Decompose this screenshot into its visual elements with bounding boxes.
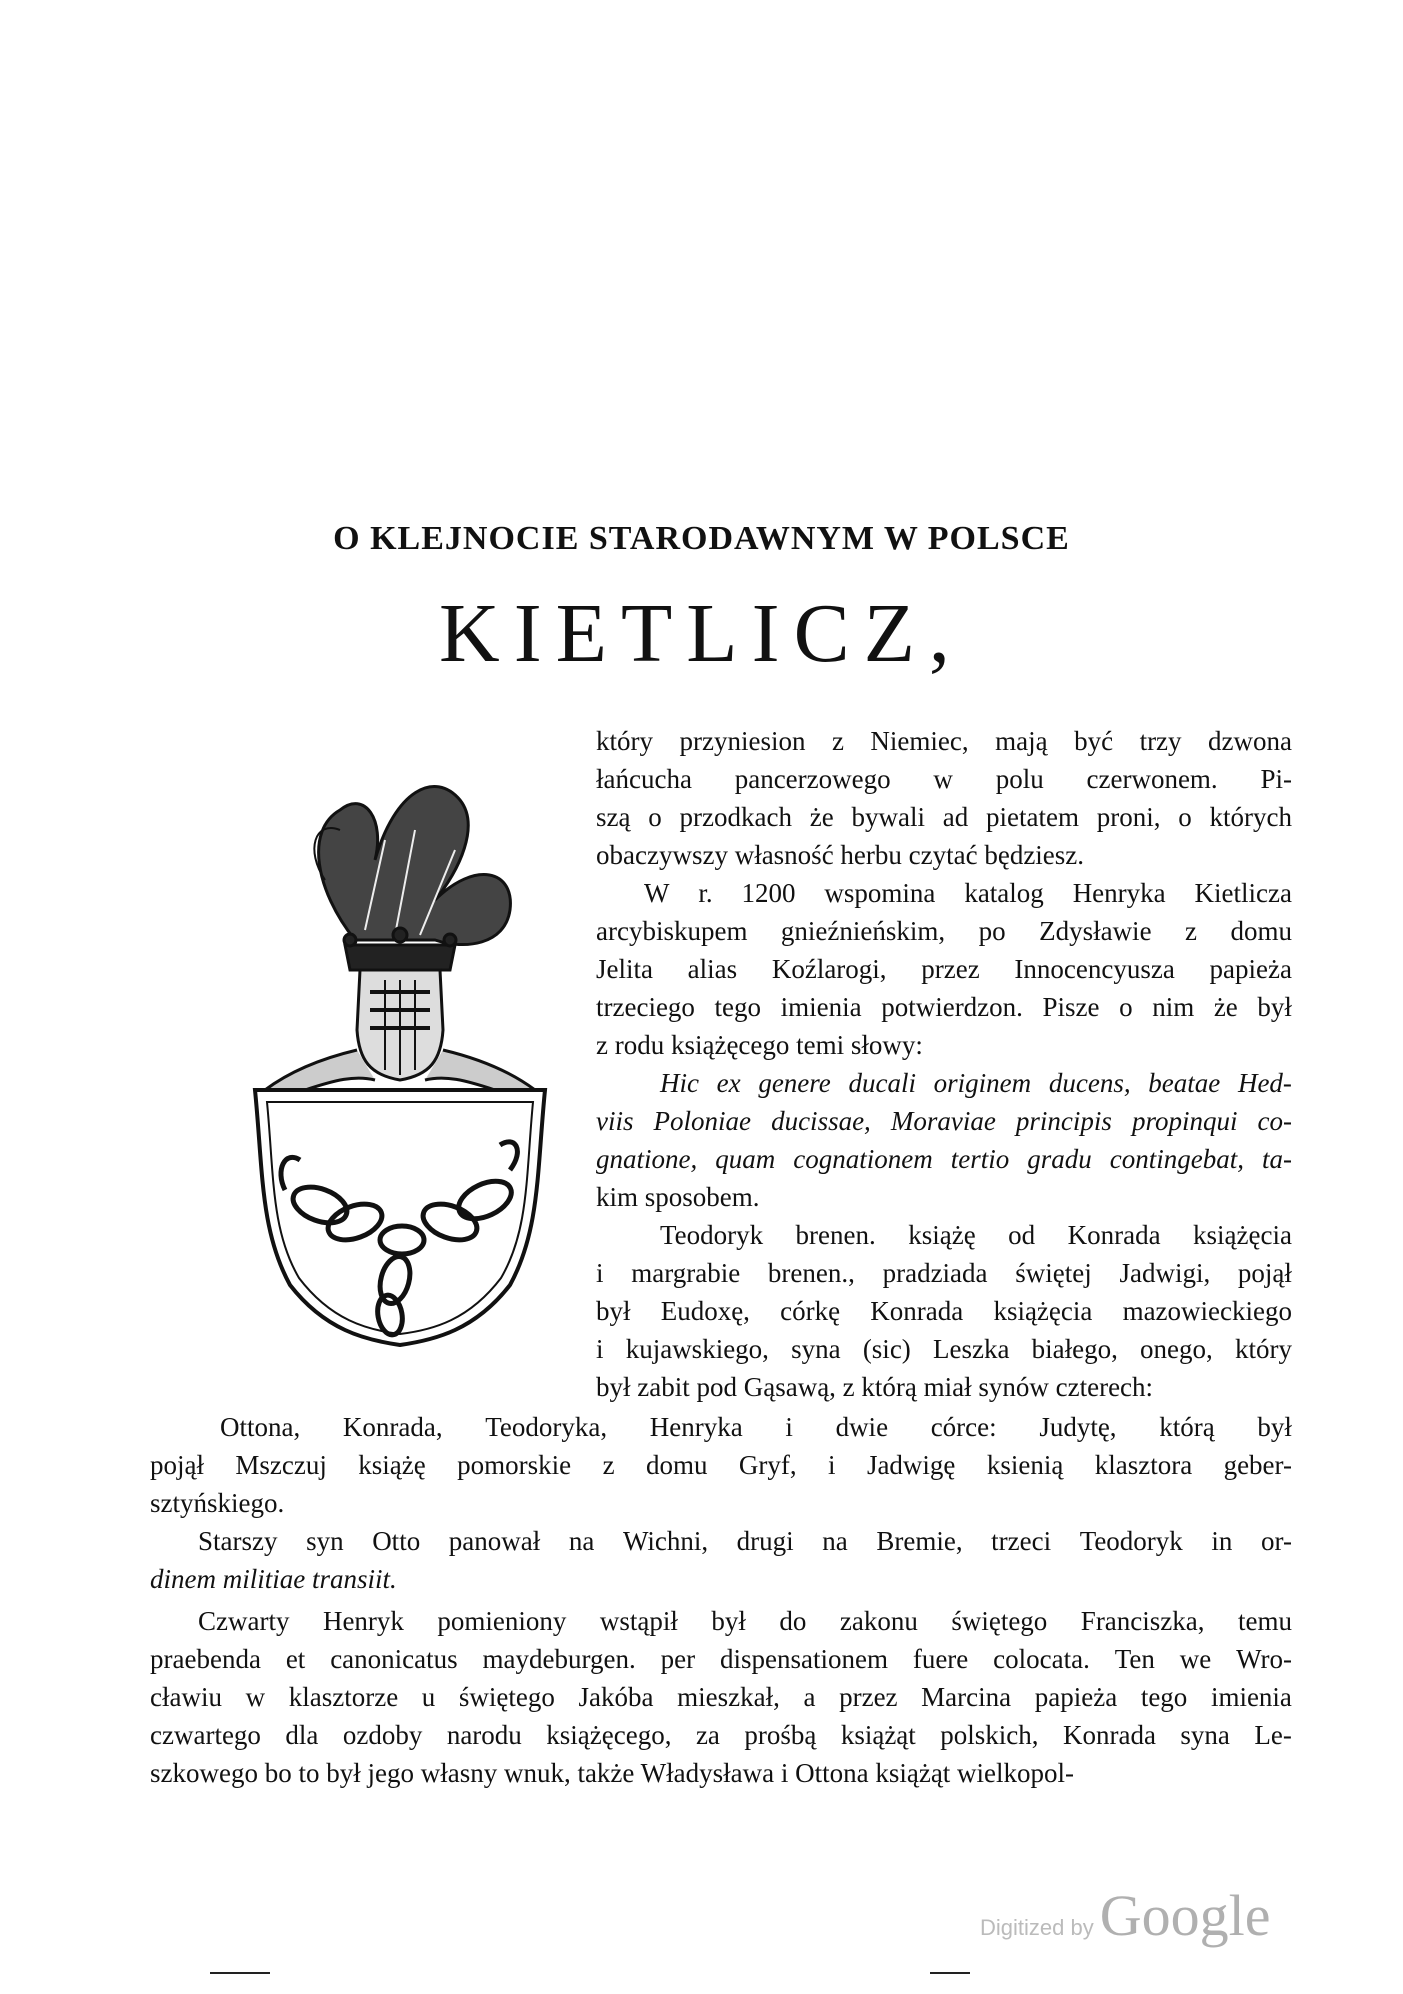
text-line: Starszy syn Otto panował na Wichni, drugi na Bremie, trzeci Teodoryk in or- (198, 1526, 1292, 1556)
text-line: Jelita alias Koźlarogi, przez Innocencyusza papieża (596, 954, 1292, 984)
page-title: KIETLICZ, (439, 587, 964, 680)
text-line: pojął Mszczuj książę pomorskie z domu Gryf, i Jadwigę ksienią klasztora geber- (150, 1450, 1292, 1480)
text-line: arcybiskupem gnieźnieńskim, po Zdysławie z domu (596, 916, 1292, 946)
watermark-brand: Google (1099, 1883, 1271, 1948)
text-line: trzeciego tego imienia potwierdzon. Pisze o nim że był (596, 992, 1292, 1022)
digitized-watermark (980, 1882, 1270, 1949)
text-line: dinem militiae transiit. (150, 1564, 397, 1594)
text-line: i kujawskiego, syna (sic) Leszka białego, onego, który (596, 1334, 1292, 1364)
text-line: kim sposobem. (596, 1182, 760, 1212)
coat-of-arms-illustration (245, 730, 555, 1350)
text-line: łańcucha pancerzowego w polu czerwonem. Pi- (596, 764, 1292, 794)
text-line: szą o przodkach że bywali ad pietatem proni, o których (596, 802, 1292, 832)
text-line: cławiu w klasztorze u świętego Jakóba mieszkał, a przez Marcina papieża tego imienia (150, 1682, 1292, 1712)
text-line: obaczywszy własność herbu czytać będziesz. (596, 840, 1085, 870)
text-line: z rodu książęcego temi słowy: (596, 1030, 923, 1060)
text-line: który przyniesion z Niemiec, mają być trzy dzwona (596, 726, 1292, 756)
text-line: i margrabie brenen., pradziada świętej Jadwigi, pojął (596, 1258, 1292, 1288)
running-header: O KLEJNOCIE STARODAWNYM W POLSCE (333, 520, 1070, 557)
text-line: był zabit pod Gąsawą, z którą miał synów czterech: (596, 1372, 1154, 1402)
scan-edge-mark (930, 1972, 970, 1974)
latin-quote-line: viis Poloniae ducissae, Moraviae principis propinqui co- (596, 1106, 1292, 1136)
text-line: był Eudoxę, córkę Konrada książęcia mazowieckiego (596, 1296, 1292, 1326)
watermark-prefix: Digitized by (980, 1915, 1094, 1940)
text-line: szkowego bo to był jego własny wnuk, także Władysława i Ottona książąt wielkopol- (150, 1758, 1075, 1788)
text-line: Czwarty Henryk pomieniony wstąpił był do zakonu świętego Franciszka, temu (198, 1606, 1292, 1636)
latin-quote-line: Hic ex genere ducali originem ducens, beatae Hed- (660, 1068, 1292, 1098)
text-line: Teodoryk brenen. książę od Konrada książęcia (660, 1220, 1292, 1250)
text-line: sztyńskiego. (150, 1488, 285, 1518)
latin-quote-line: gnatione, quam cognationem tertio gradu contingebat, ta- (596, 1144, 1292, 1174)
text-line: Ottona, Konrada, Teodoryka, Henryka i dwie córce: Judytę, którą był (220, 1412, 1292, 1442)
text-line: W r. 1200 wspomina katalog Henryka Kietlicza (644, 878, 1292, 908)
text-line: praebenda et canonicatus maydeburgen. per dispensationem fuere colocata. Ten we Wro- (150, 1644, 1292, 1674)
scan-edge-mark (210, 1972, 270, 1974)
text-line: czwartego dla ozdoby narodu książęcego, za prośbą książąt polskich, Konrada syna Le- (150, 1720, 1292, 1750)
